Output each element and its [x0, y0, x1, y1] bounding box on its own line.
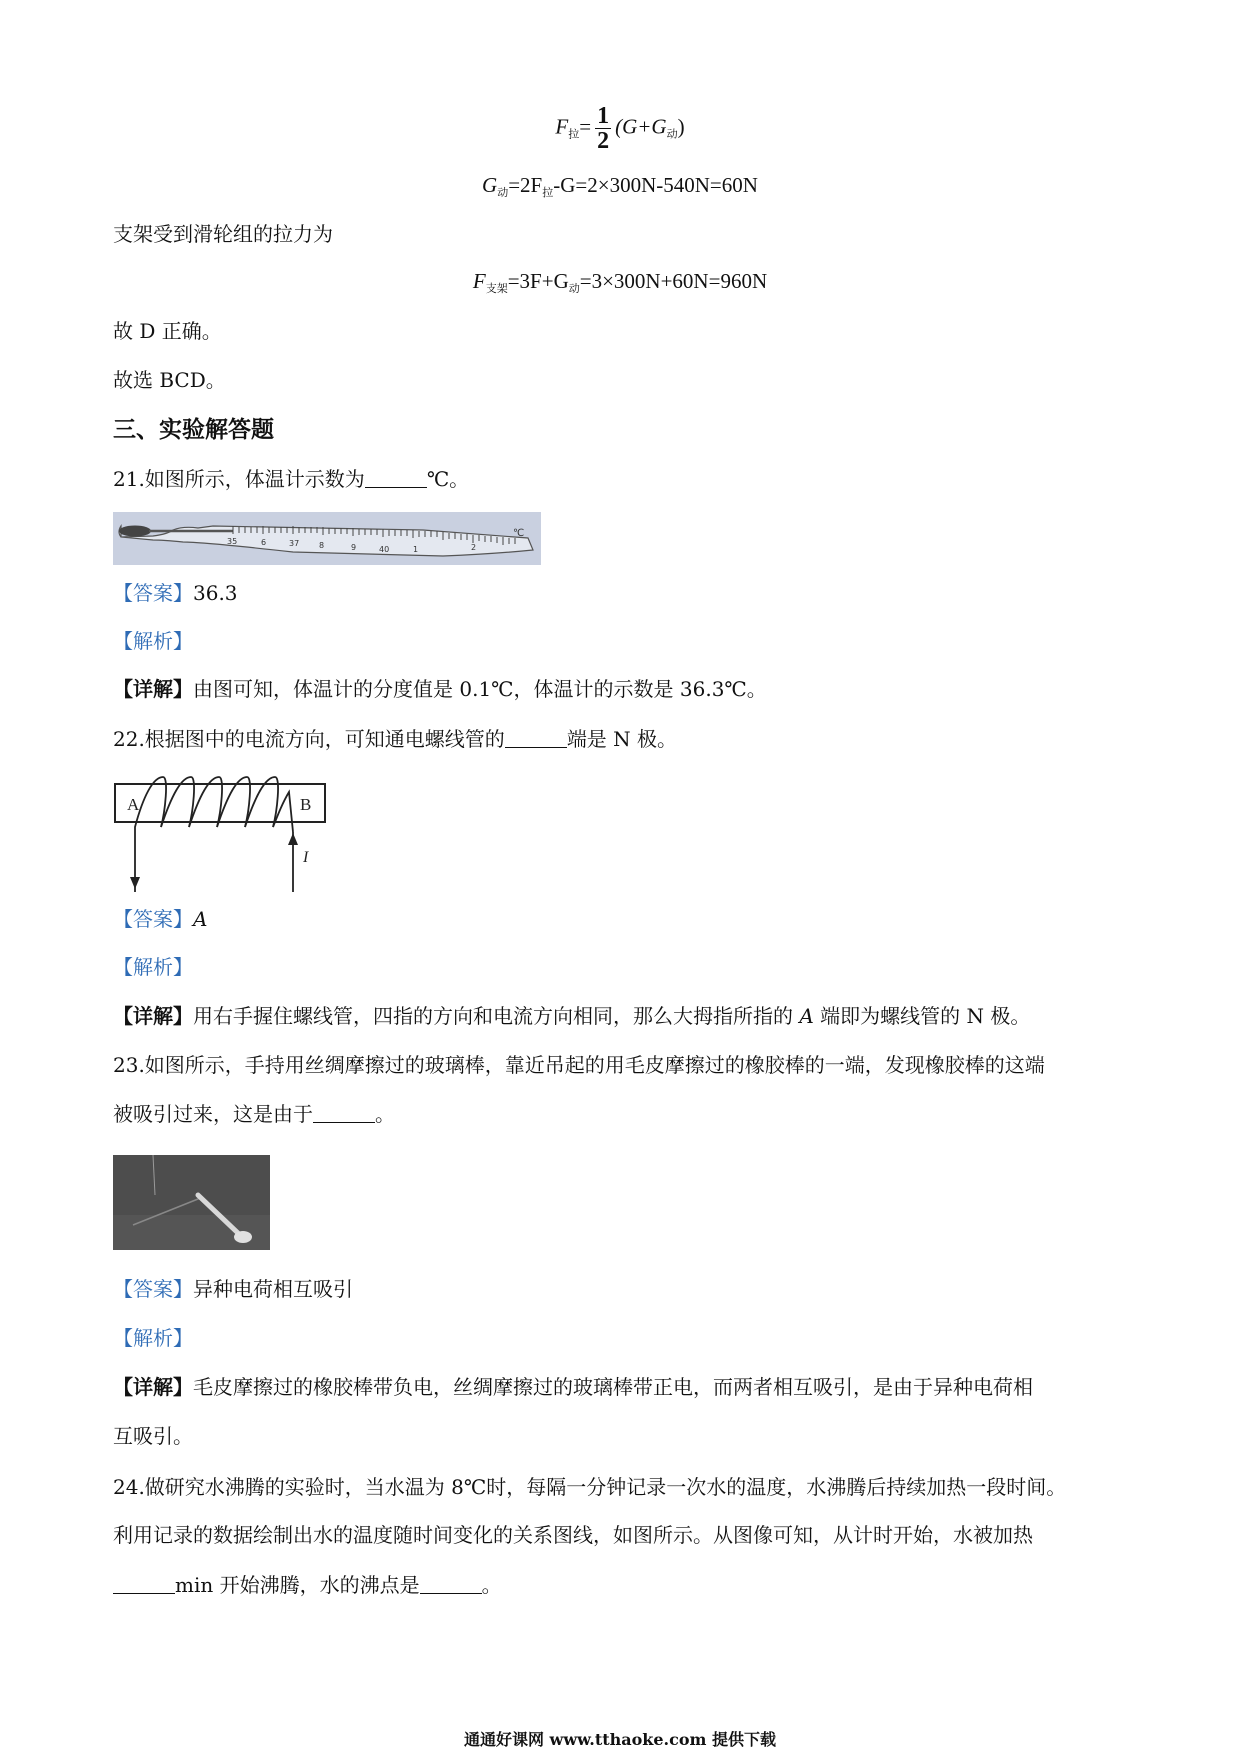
q23-detail-line1: 【详解】毛皮摩擦过的橡胶棒带负电，丝绸摩擦过的玻璃棒带正电，而两者相互吸引，是由于异种电荷相: [113, 1375, 1033, 1399]
page-footer: 通通好课网 www.tthaoke.com 提供下载: [463, 1730, 777, 1749]
q24-line1: 24.做研究水沸腾的实验时，当水温为 8℃时，每隔一分钟记录一次水的温度，水沸腾后持续加热一段时间。: [113, 1475, 1067, 1499]
q21-answer: 【答案】36.3: [113, 581, 238, 605]
label-a: A: [127, 795, 140, 814]
q23-answer: 【答案】异种电荷相互吸引: [113, 1277, 353, 1301]
label-b: B: [300, 795, 312, 814]
answer-blank: [505, 729, 567, 748]
section-heading: 三、实验解答题: [113, 417, 274, 443]
current-label: I: [303, 849, 309, 866]
svg-text:40: 40: [379, 545, 390, 554]
svg-text:℃: ℃: [513, 528, 525, 539]
answer-blank: [313, 1104, 375, 1123]
support-force-text: 支架受到滑轮组的拉力为: [113, 222, 333, 246]
q24-line3: min 开始沸腾，水的沸点是 。: [113, 1572, 502, 1598]
q23-analysis-tag: 【解析】: [113, 1326, 193, 1350]
q23-detail-line2: 互吸引。: [113, 1424, 193, 1448]
q22-stem: 22.根据图中的电流方向，可知通电螺线管的 端是 N 极。: [113, 727, 678, 751]
q21-stem: 21.如图所示，体温计示数为 ℃。: [113, 467, 470, 491]
thermometer-bulb: [119, 526, 151, 537]
conclusion-choice: 故选 BCD。: [113, 368, 226, 392]
svg-text:2: 2: [471, 543, 477, 552]
q21-analysis-tag: 【解析】: [113, 629, 193, 653]
coil-windings: [135, 777, 293, 832]
up-arrow-icon: [288, 833, 298, 845]
answer-blank: [113, 1575, 175, 1594]
svg-text:1: 1: [413, 545, 419, 554]
fraction: $\frac{1}{2}$: [597, 103, 610, 154]
svg-text:6: 6: [261, 538, 267, 547]
down-arrow-icon: [130, 877, 140, 889]
equation-support-force: $F_{支架}=3F+G_动=3\times 300N+60N=960N$: [472, 269, 768, 295]
svg-text:37: 37: [289, 539, 300, 548]
q24-line2: 利用记录的数据绘制出水的温度随时间变化的关系图线，如图所示。从图像可知，从计时开始，水被加热: [113, 1523, 1033, 1547]
svg-text:8: 8: [319, 541, 325, 550]
q22-answer: 【答案】A: [113, 907, 208, 931]
hand: [234, 1231, 252, 1243]
equation-pull-force: $F_拉=$ $\frac{1}{2}$ $(G+G_动)$: [555, 103, 685, 154]
q23-stem-line2: 被吸引过来，这是由于 。: [113, 1102, 395, 1126]
svg-text:35: 35: [227, 537, 238, 546]
q22-analysis-tag: 【解析】: [113, 955, 193, 979]
thermometer-figure: [113, 512, 541, 565]
q23-stem-line1: 23.如图所示，手持用丝绸摩擦过的玻璃棒，靠近吊起的用毛皮摩擦过的橡胶棒的一端，发现橡胶棒的这端: [113, 1053, 1045, 1077]
conclusion-d: 故 D 正确。: [113, 319, 222, 343]
svg-text:9: 9: [351, 543, 357, 552]
equation-pulley-weight: $G_动=2F_拉-G=2\times 300N-540N=60N$: [482, 173, 758, 199]
glass-rod-photo: [113, 1155, 270, 1250]
answer-blank: [365, 469, 427, 488]
solenoid-figure: [113, 772, 328, 894]
answer-blank: [420, 1575, 482, 1594]
q21-detail: 【详解】由图可知，体温计的分度值是 0.1℃，体温计的示数是 36.3℃。: [113, 677, 767, 701]
q22-detail: 【详解】用右手握住螺线管，四指的方向和电流方向相同，那么大拇指所指的 A 端即为螺线管的 N 极。: [113, 1004, 1031, 1028]
